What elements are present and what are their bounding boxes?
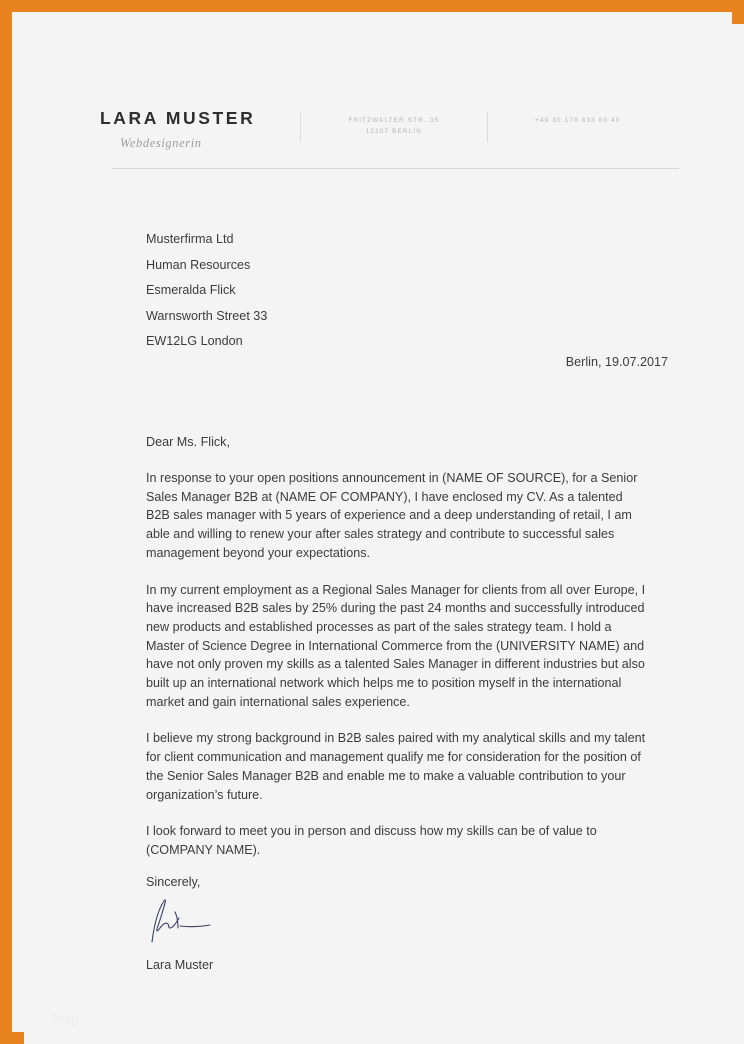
closing-phrase: Sincerely,	[146, 875, 201, 889]
date-line: Berlin, 19.07.2017	[565, 355, 668, 369]
recipient-line: Human Resources	[146, 257, 251, 272]
sender-city: 12207 BERLIN	[365, 127, 422, 135]
sender-identity	[100, 98, 300, 151]
recipient-line: Musterfirma Ltd	[146, 232, 234, 246]
body-paragraph: I believe my strong background in B2B sales paired with my analytical skills and my talent for client communication and management qualify me for consideration for the position of the Senior Sales Manager B2B and enable me to make a valuable contribution to your organization’s future.	[146, 731, 646, 802]
signer-name: Lara Muster	[146, 958, 214, 972]
letterhead	[100, 98, 668, 166]
sender-role: Webdesignerin	[120, 136, 202, 150]
sender-name: LARA MUSTER	[100, 108, 256, 128]
recipient-line: EW12LG London	[146, 334, 243, 349]
letter-body	[146, 433, 649, 860]
sender-phone-block	[488, 98, 668, 127]
body-paragraph: I look forward to meet you in person and discuss how my skills can be of value to (COMPANY NAME).	[146, 824, 597, 857]
recipient-address	[146, 227, 506, 355]
sender-street: FRITZWALTER STR. 35	[348, 117, 440, 124]
handwritten-signature-icon	[142, 896, 222, 944]
letter-sheet	[24, 24, 744, 1044]
watermark: blog	[52, 1012, 80, 1026]
sender-address-block	[301, 98, 487, 138]
letterhead-rule	[112, 168, 679, 169]
recipient-line: Warnsworth Street 33	[146, 308, 268, 323]
sender-phone: +49 30 178 833 60 40	[535, 117, 621, 124]
salutation: Dear Ms. Flick,	[146, 435, 230, 449]
body-paragraph: In response to your open positions announcement in (NAME OF SOURCE), for a Senior Sales Manager B2B at (NAME OF COMPANY), I have enclosed my CV. As a talented B2B sales manager with 5 years of experience and a deep understanding of retail, I am able and willing to renew your after sales strategy and contribute to successful sales management beyond your expectations.	[146, 471, 638, 560]
recipient-line: Esmeralda Flick	[146, 283, 236, 298]
body-paragraph: In my current employment as a Regional Sales Manager for clients from all over Europe, I have increased B2B sales by 25% during the past 24 months and successfully introduced new products and established processes as part of the sales strategy team. I hold a Master of Science Degree in International Commerce from the (UNIVERSITY NAME) and have not only proven my skills as a talented Sales Manager in different industries but also built up an international network which helps me to position myself in the international market and gain international sales experience.	[146, 582, 646, 709]
